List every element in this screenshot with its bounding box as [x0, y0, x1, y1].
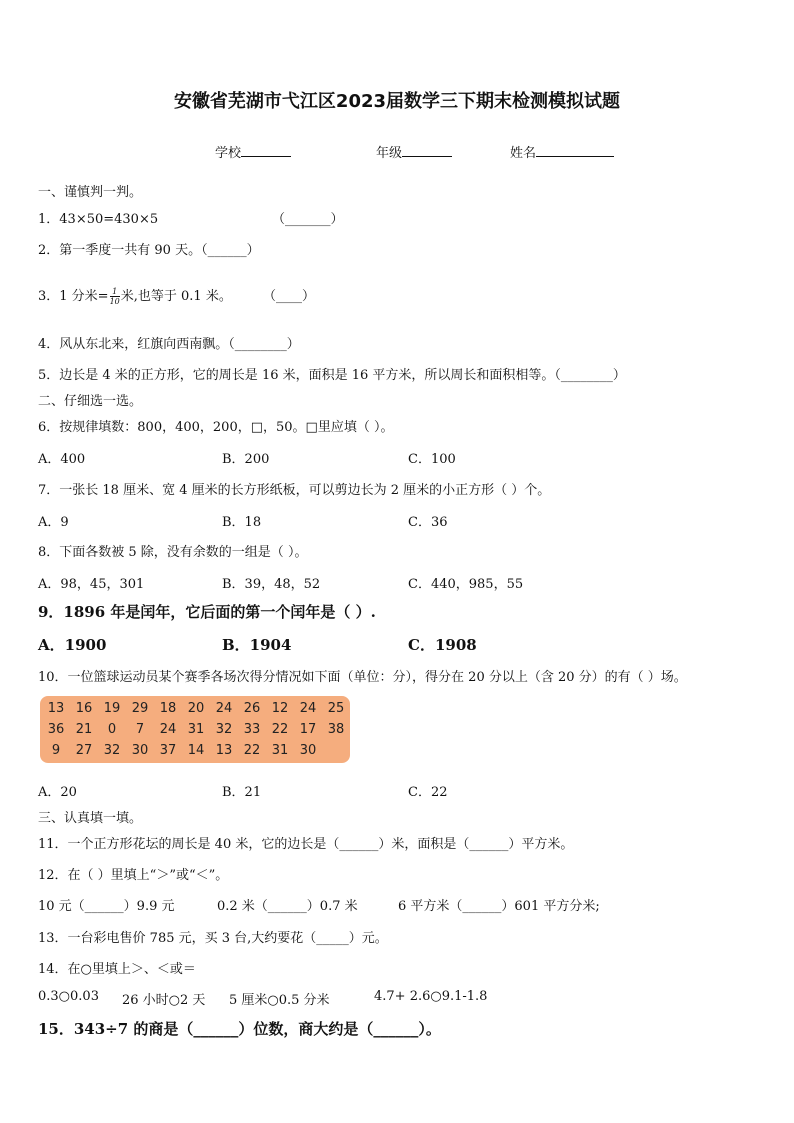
- score-cell: 9: [51, 743, 61, 758]
- question-7-option-b: B．18: [222, 515, 262, 530]
- score-cell: 32: [103, 743, 121, 758]
- question-9-option-c: C．1908: [408, 636, 477, 654]
- score-cell: 13: [215, 743, 233, 758]
- question-8-option-a: A．98，45，301: [38, 577, 145, 592]
- score-cell: 22: [271, 722, 289, 737]
- score-cell: 14: [187, 743, 205, 758]
- score-table: [40, 696, 350, 763]
- question-12-item-3: 6 平方米（______）601 平方分米;: [398, 899, 600, 914]
- score-cell: 24: [215, 701, 233, 716]
- score-cell: 18: [159, 701, 177, 716]
- score-cell: 38: [327, 722, 345, 737]
- question-9-option-a: A．1900: [38, 636, 107, 654]
- grade-label: 年级: [376, 146, 403, 161]
- question-12: 12．在（ ）里填上“＞”或“＜”。: [38, 868, 229, 883]
- score-cell: 36: [47, 722, 65, 737]
- score-cell: 21: [75, 722, 93, 737]
- question-5: 5．边长是 4 米的正方形，它的周长是 16 米，面积是 16 平方米，所以周长和面积相等。（________）: [38, 368, 626, 383]
- question-14: 14．在○里填上＞、＜或＝: [38, 962, 196, 977]
- question-14-item-1: 0.3○0.03: [38, 989, 99, 1004]
- fraction-denominator: 10: [109, 297, 120, 306]
- grade-blank: [402, 142, 452, 157]
- section-1-heading: 一、谨慎判一判。: [38, 185, 143, 200]
- question-3-blank: （____）: [263, 289, 316, 304]
- question-8-option-c: C．440，985，55: [408, 577, 524, 592]
- question-14-item-4: 4.7+ 2.6○9.1-1.8: [374, 989, 488, 1004]
- question-6: 6．按规律填数：800，400，200，□，50。□里应填（ ）。: [38, 420, 394, 435]
- score-cell: 32: [215, 722, 233, 737]
- question-15: 15．343÷7 的商是（______）位数，商大约是（______）。: [38, 1020, 441, 1038]
- question-6-option-a: A．400: [38, 452, 86, 467]
- score-cell: 37: [159, 743, 177, 758]
- fraction-numerator: 1: [110, 287, 120, 297]
- score-cell: 27: [75, 743, 93, 758]
- score-cell: 13: [47, 701, 65, 716]
- question-7-option-a: A．9: [38, 515, 69, 530]
- section-2-heading: 二、仔细选一选。: [38, 394, 143, 409]
- school-field: [215, 142, 291, 161]
- question-9-option-b: B．1904: [222, 636, 292, 654]
- name-field: [510, 142, 614, 161]
- name-label: 姓名: [510, 146, 537, 161]
- score-cell: 26: [243, 701, 261, 716]
- fraction-one-tenth: [110, 287, 120, 306]
- question-4: 4．风从东北来，红旗向西南飘。（________）: [38, 337, 300, 352]
- score-cell: 29: [131, 701, 149, 716]
- page-title: 安徽省芜湖市弋江区2023届数学三下期末检测模拟试题: [173, 91, 621, 112]
- question-10-option-a: A．20: [38, 785, 77, 800]
- question-11: 11．一个正方形花坛的周长是 40 米，它的边长是（______）米，面积是（______）平方米。: [38, 837, 574, 852]
- score-cell: 31: [187, 722, 205, 737]
- question-13: 13．一台彩电售价 785 元，买 3 台,大约要花（_____）元。: [38, 931, 388, 946]
- score-cell: 25: [327, 701, 345, 716]
- question-1: 1．43×50=430×5: [38, 212, 159, 227]
- question-14-item-2: 26 小时○2 天: [122, 993, 206, 1008]
- question-6-option-c: C．100: [408, 452, 456, 467]
- score-cell: 31: [271, 743, 289, 758]
- question-3: [38, 285, 232, 306]
- question-8: 8．下面各数被 5 除，没有余数的一组是（ ）。: [38, 545, 308, 560]
- name-blank: [536, 142, 614, 157]
- question-10: 10．一位篮球运动员某个赛季各场次得分情况如下面（单位：分），得分在 20 分以上（含 20 分）的有（ ）场。: [38, 670, 687, 685]
- question-7-option-c: C．36: [408, 515, 448, 530]
- question-3-prefix: 3．1 分米=: [38, 289, 109, 304]
- score-cell: 19: [103, 701, 121, 716]
- score-cell: 33: [243, 722, 261, 737]
- school-blank: [241, 142, 291, 157]
- question-3-suffix: 米,也等于 0.1 米。: [120, 289, 232, 304]
- score-cell: 0: [107, 722, 117, 737]
- question-10-option-c: C．22: [408, 785, 448, 800]
- question-1-blank: （_______）: [272, 212, 344, 227]
- score-cell: 30: [131, 743, 149, 758]
- grade-field: [376, 142, 452, 161]
- score-cell: 24: [159, 722, 177, 737]
- school-label: 学校: [215, 146, 242, 161]
- question-14-item-3: 5 厘米○0.5 分米: [229, 993, 330, 1008]
- question-7: 7．一张长 18 厘米、宽 4 厘米的长方形纸板，可以剪边长为 2 厘米的小正方形（ ）个。: [38, 483, 551, 498]
- score-cell: 24: [299, 701, 317, 716]
- question-8-option-b: B．39，48，52: [222, 577, 321, 592]
- score-cell: 16: [75, 701, 93, 716]
- score-cell: 7: [135, 722, 145, 737]
- question-12-item-2: 0.2 米（______）0.7 米: [217, 899, 358, 914]
- question-9: 9．1896 年是闰年，它后面的第一个闰年是（ ）.: [38, 603, 376, 621]
- question-12-item-1: 10 元（______）9.9 元: [38, 899, 175, 914]
- score-cell: 20: [187, 701, 205, 716]
- question-6-option-b: B．200: [222, 452, 270, 467]
- section-3-heading: 三、认真填一填。: [38, 811, 143, 826]
- score-cell: 30: [299, 743, 317, 758]
- question-2: 2．第一季度一共有 90 天。（______）: [38, 243, 260, 258]
- score-cell: 22: [243, 743, 261, 758]
- score-cell: 17: [299, 722, 317, 737]
- score-cell: 12: [271, 701, 289, 716]
- question-10-option-b: B．21: [222, 785, 262, 800]
